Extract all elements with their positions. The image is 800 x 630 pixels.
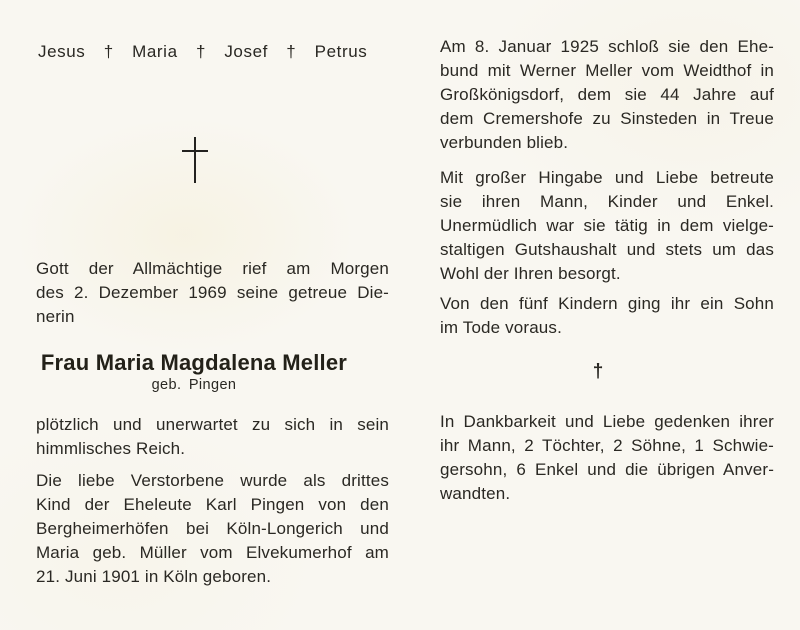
text-line: himmlisches Reich. <box>36 439 186 458</box>
paragraph-marriage <box>440 35 774 155</box>
paragraph-birth-origin <box>36 469 389 589</box>
deceased-name: Frau Maria Magdalena Meller <box>40 350 348 375</box>
text-line: ihr Mann, 2 Töchter, 2 Söhne, 1 Schwie- <box>440 436 774 455</box>
text-line: Bergheimerhöfen bei Köln-Longerich und <box>36 519 389 538</box>
text-line: des 2. Dezember 1969 seine getreue Die- <box>36 283 389 302</box>
text-line: Unermüdlich war sie tätig in dem vielge- <box>440 216 774 235</box>
paragraph-devotion <box>440 166 774 286</box>
text-line: Mit großer Hingabe und Liebe betreute <box>440 168 774 187</box>
text-line: staltigen Gutshaushalt und stets um das <box>440 240 774 259</box>
text-line: bund mit Werner Meller vom Weidthof in <box>440 61 774 80</box>
paragraph-deceased-son <box>440 292 774 340</box>
text-line: Kind der Eheleute Karl Pingen von den <box>36 495 389 514</box>
text-line: plötzlich und unerwartet zu sich in sein <box>36 415 389 434</box>
text-line: Von den fünf Kindern ging ihr ein Sohn <box>440 294 774 313</box>
cross-vertical-stroke <box>194 137 196 183</box>
text-line: Am 8. Januar 1925 schloß sie den Ehe- <box>440 37 774 56</box>
text-line: Maria geb. Müller vom Elvekumerhof am <box>36 543 389 562</box>
paragraph-death-announcement <box>36 257 389 329</box>
text-line: Wohl der Ihren besorgt. <box>440 264 621 283</box>
text-line: verbunden blieb. <box>440 133 569 152</box>
dagger-icon: † <box>592 361 604 382</box>
paragraph-gratitude <box>440 410 774 506</box>
text-line: Gott der Allmächtige rief am Morgen <box>36 259 389 278</box>
text-line: gersohn, 6 Enkel und die übrigen Anver- <box>440 460 774 479</box>
text-line: Die liebe Verstorbene wurde als drittes <box>36 471 389 490</box>
text-line: sie ihren Mann, Kinder und Enkel. <box>440 192 774 211</box>
cross-horizontal-stroke <box>182 150 208 152</box>
text-line: dem Cremershofe zu Sinsteden in Treue <box>440 109 774 128</box>
text-line: In Dankbarkeit und Liebe gedenken ihrer <box>440 412 774 431</box>
invocation-line: Jesus † Maria † Josef † Petrus <box>38 42 368 61</box>
maiden-name: geb. Pingen <box>151 377 237 393</box>
text-line: im Tode voraus. <box>440 318 562 337</box>
text-line: wandten. <box>440 484 511 503</box>
paragraph-called-home <box>36 413 389 461</box>
text-line: Großkönigsdorf, dem sie 44 Jahre auf <box>440 85 774 104</box>
latin-cross-icon <box>182 137 208 183</box>
text-line: 21. Juni 1901 in Köln geboren. <box>36 567 272 586</box>
text-line: nerin <box>36 307 75 326</box>
